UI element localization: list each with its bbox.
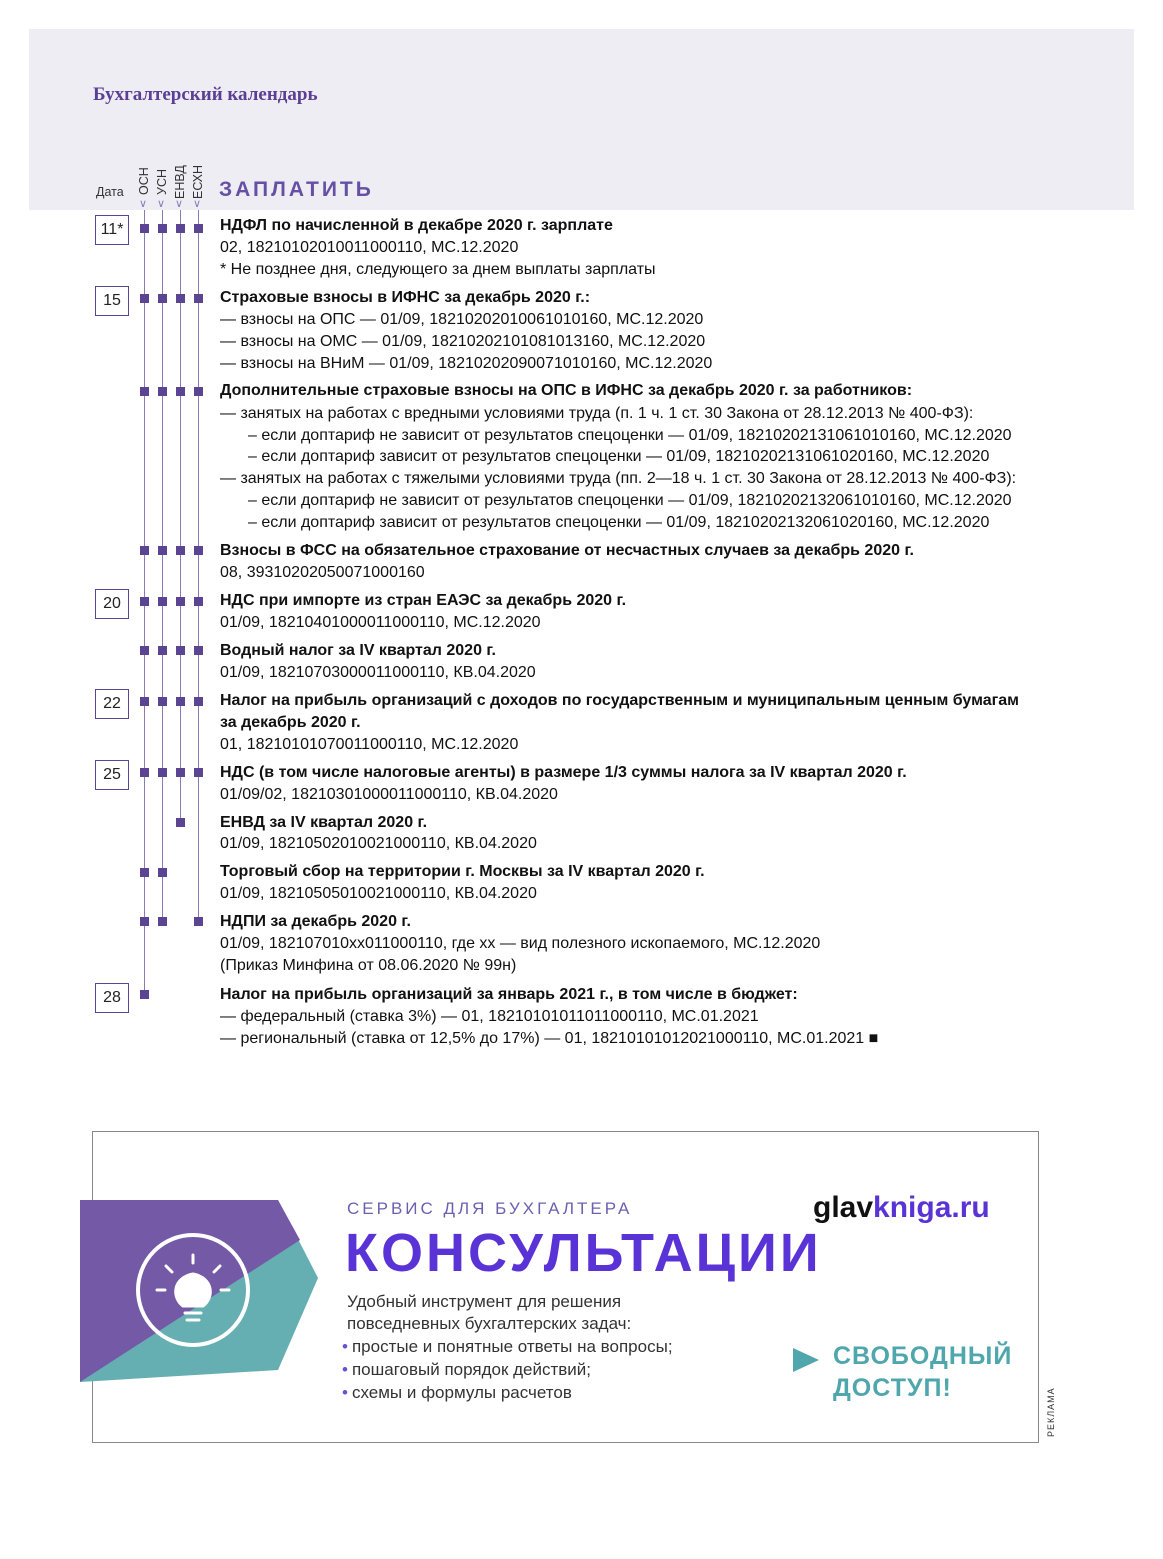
ad-site-part: kniga.ru <box>873 1191 990 1224</box>
regime-header-envd: ЕНВД <box>173 165 187 199</box>
bullet-icon: • <box>342 1383 348 1402</box>
chevron-down-icon: ∨ <box>175 198 184 210</box>
regime-marker <box>158 546 167 555</box>
regime-marker <box>194 224 203 233</box>
bullet-icon: • <box>342 1337 348 1356</box>
regime-marker <box>140 597 149 606</box>
regime-header-usn: УСН <box>155 169 169 195</box>
regime-marker <box>140 546 149 555</box>
regime-marker <box>194 294 203 303</box>
entry-title: Водный налог за IV квартал 2020 г. <box>220 642 496 659</box>
entry-title: НДПИ за декабрь 2020 г. <box>220 913 411 930</box>
ad-site-link[interactable] <box>813 1191 990 1225</box>
regime-line-usn <box>162 210 163 924</box>
date-box: 28 <box>95 983 129 1013</box>
entry-title: Страховые взносы в ИФНС за декабрь 2020 г.: <box>220 289 591 306</box>
regime-marker <box>176 546 185 555</box>
entry-title: НДФЛ по начисленной в декабре 2020 г. зарплате <box>220 217 613 234</box>
ad-cta-line: СВОБОДНЫЙ <box>833 1342 1013 1370</box>
entry-title: Торговый сбор на территории г. Москвы за IV квартал 2020 г. <box>220 863 705 880</box>
regime-marker <box>140 768 149 777</box>
entry-title: Взносы в ФСС на обязательное страхование от несчастных случаев за декабрь 2020 г. <box>220 542 914 559</box>
ad-bullet: • простые и понятные ответы на вопросы; <box>342 1337 673 1356</box>
entry-title: Налог на прибыль организаций за январь 2021 г., в том числе в бюджет: <box>220 986 798 1003</box>
section-title: Бухгалтерский календарь <box>93 84 318 105</box>
regime-marker <box>158 646 167 655</box>
entry-detail: (Приказ Минфина от 08.06.2020 № 99н) <box>220 957 517 974</box>
chevron-down-icon: ∨ <box>193 198 202 210</box>
entry-title: НДС (в том числе налоговые агенты) в размере 1/3 суммы налога за IV квартал 2020 г. <box>220 764 907 781</box>
regime-marker <box>176 697 185 706</box>
entry-detail: 01/09, 18210502010021000110, КВ.04.2020 <box>220 835 537 852</box>
regime-marker <box>176 818 185 827</box>
regime-marker <box>158 294 167 303</box>
ad-bullet: • пошаговый порядок действий; <box>342 1360 592 1379</box>
entry-detail: 01/09, 182107010хх011000110, где хх — вид полезного ископаемого, МС.12.2020 <box>220 935 821 952</box>
ad-site-part: glav <box>813 1191 874 1224</box>
ad-subtitle: СЕРВИС ДЛЯ БУХГАЛТЕРА <box>347 1199 633 1218</box>
regime-header-osn: ОСН <box>137 167 151 195</box>
entry-detail: — взносы на ОПС — 01/09, 18210202010061010160, МС.12.2020 <box>220 311 704 328</box>
entry-title: ЕНВД за IV квартал 2020 г. <box>220 814 428 831</box>
regime-marker <box>176 597 185 606</box>
ad-cta-line: ДОСТУП! <box>833 1374 952 1402</box>
date-box: 15 <box>95 286 129 316</box>
entry-detail: — занятых на работах с тяжелыми условиями труда (пп. 2—18 ч. 1 ст. 30 Закона от 28.12.2013 № 400-ФЗ): <box>220 470 1017 487</box>
bullet-icon: • <box>342 1360 348 1379</box>
ad-bullet: • схемы и формулы расчетов <box>342 1383 572 1402</box>
regime-header-eshn: ЕСХН <box>191 164 205 199</box>
pay-section-title: ЗАПЛАТИТЬ <box>219 178 374 201</box>
regime-marker <box>140 917 149 926</box>
regime-marker <box>158 768 167 777</box>
entry-detail: — региональный (ставка от 12,5% до 17%) — 01, 18210101012021000110, МС.01.2021 ■ <box>220 1030 879 1047</box>
regime-marker <box>140 697 149 706</box>
entry-detail: 01/09, 18210703000011000110, КВ.04.2020 <box>220 664 536 681</box>
entry-detail: – если доптариф зависит от результатов спецоценки — 01/09, 18210202132061020160, МС.12.2020 <box>248 514 990 531</box>
entry-detail: 02, 18210102010011000110, МС.12.2020 <box>220 239 519 256</box>
regime-marker <box>158 917 167 926</box>
regime-marker <box>194 917 203 926</box>
regime-marker <box>158 597 167 606</box>
date-box: 22 <box>95 689 129 719</box>
entry-detail: – если доптариф не зависит от результатов спецоценки — 01/09, 18210202131061010160, МС.12.2020 <box>248 427 1012 444</box>
regime-marker <box>176 387 185 396</box>
regime-marker <box>158 868 167 877</box>
entry-title: НДС при импорте из стран ЕАЭС за декабрь 2020 г. <box>220 592 627 609</box>
entry-detail: — федеральный (ставка 3%) — 01, 18210101011011000110, МС.01.2021 <box>220 1008 759 1025</box>
ad-label: РЕКЛАМА <box>1046 1387 1056 1437</box>
regime-marker <box>194 546 203 555</box>
date-box: 25 <box>95 760 129 790</box>
entry-title: Дополнительные страховые взносы на ОПС в ИФНС за декабрь 2020 г. за работников: <box>220 382 913 399</box>
play-arrow-icon <box>793 1348 819 1372</box>
entry-detail: — взносы на ОМС — 01/09, 18210202101081013160, МС.12.2020 <box>220 333 706 350</box>
regime-marker <box>158 224 167 233</box>
date-column-header: Дата <box>96 185 124 199</box>
ad-description: Удобный инструмент для решения <box>347 1292 622 1311</box>
chevron-down-icon: ∨ <box>157 198 166 210</box>
regime-marker <box>194 646 203 655</box>
date-box: 11* <box>95 215 129 245</box>
entry-note: * Не позднее дня, следующего за днем выплаты зарплаты <box>220 261 656 278</box>
regime-marker <box>176 768 185 777</box>
regime-marker <box>140 868 149 877</box>
regime-marker <box>176 224 185 233</box>
regime-marker <box>194 597 203 606</box>
entry-detail: 01/09, 18210401000011000110, МС.12.2020 <box>220 614 541 631</box>
entry-detail: – если доптариф не зависит от результатов спецоценки — 01/09, 18210202132061010160, МС.12.2020 <box>248 492 1012 509</box>
regime-marker <box>158 387 167 396</box>
regime-marker <box>140 294 149 303</box>
regime-marker <box>194 387 203 396</box>
regime-marker <box>140 990 149 999</box>
regime-marker <box>158 697 167 706</box>
regime-marker <box>176 294 185 303</box>
ad-title: КОНСУЛЬТАЦИИ <box>345 1223 822 1283</box>
regime-marker <box>194 697 203 706</box>
entry-detail: 08, 39310202050071000160 <box>220 564 425 581</box>
entry-detail: – если доптариф зависит от результатов спецоценки — 01/09, 18210202131061020160, МС.12.2020 <box>248 448 990 465</box>
ad-description: повседневных бухгалтерских задач: <box>347 1314 632 1333</box>
date-box: 20 <box>95 589 129 619</box>
entry-title-cont: за декабрь 2020 г. <box>220 714 361 731</box>
regime-marker <box>194 768 203 777</box>
entry-detail: 01/09, 18210505010021000110, КВ.04.2020 <box>220 885 537 902</box>
entry-detail: — взносы на ВНиМ — 01/09, 18210202090071010160, МС.12.2020 <box>220 355 713 372</box>
entry-title: Налог на прибыль организаций с доходов по государственным и муниципальным ценным бумагам <box>220 692 1020 709</box>
regime-marker <box>140 224 149 233</box>
regime-marker <box>140 646 149 655</box>
ad-graphic <box>80 1200 320 1382</box>
regime-marker <box>140 387 149 396</box>
chevron-down-icon: ∨ <box>139 198 148 210</box>
regime-line-eshn <box>198 210 199 924</box>
regime-marker <box>176 646 185 655</box>
entry-detail: 01, 18210101070011000110, МС.12.2020 <box>220 736 519 753</box>
entry-detail: 01/09/02, 18210301000011000110, КВ.04.2020 <box>220 786 558 803</box>
entry-detail: — занятых на работах с вредными условиями труда (п. 1 ч. 1 ст. 30 Закона от 28.12.2013 № 400-ФЗ): <box>220 405 974 422</box>
